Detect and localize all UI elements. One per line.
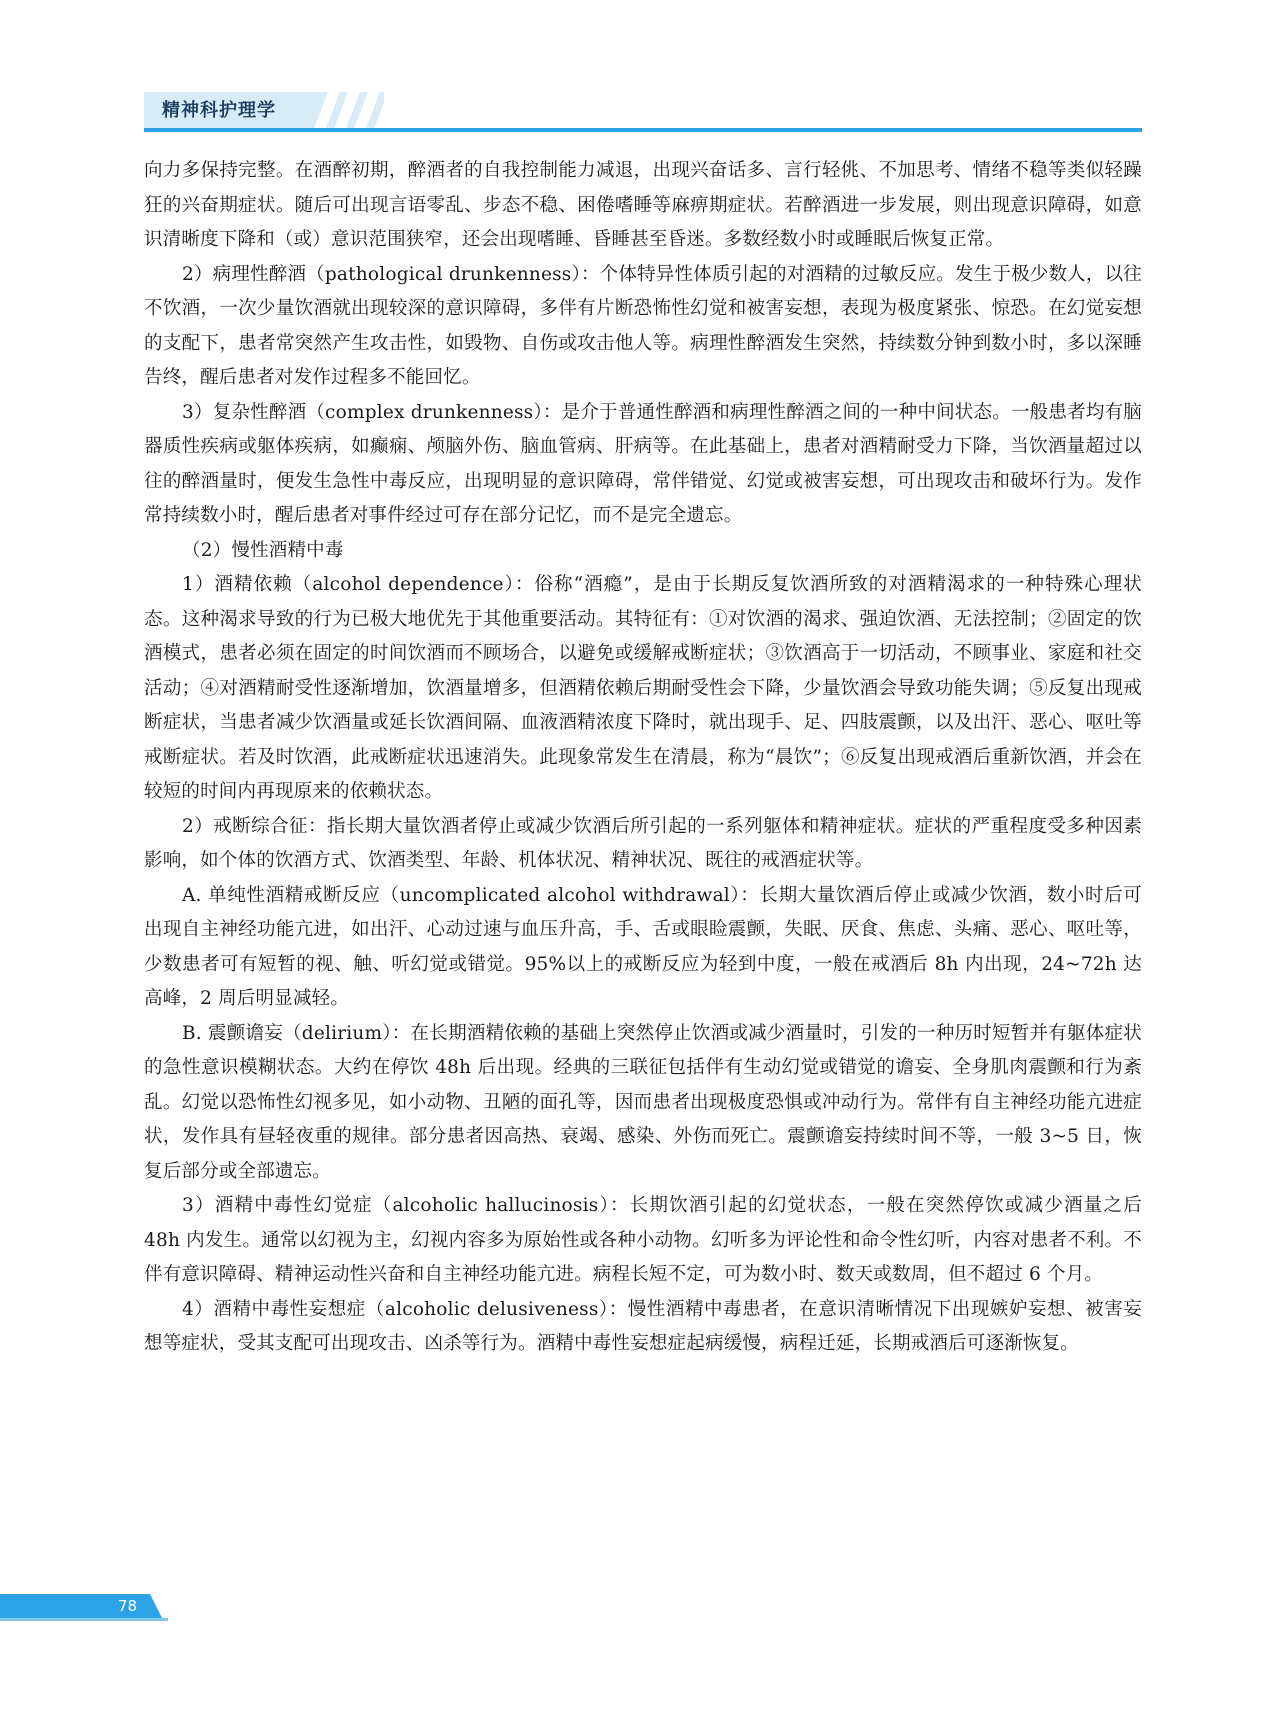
page-body: [144, 154, 1142, 1362]
paragraph-uncomplicated-withdrawal: A. 单纯性酒精戒断反应（uncomplicated alcohol withdrawal）：长期大量饮酒后停止或减少饮酒，数小时后可出现自主神经功能亢进，如出汗、心动过速与血压升高，手、舌或眼睑震颤，失眠、厌食、焦虑、头痛、恶心、呕吐等，少数患者可有短暂的视、触、听幻觉或错觉。95%以上的戒断反应为轻到中度，一般在戒酒后 8h 内出现，24~72h 达高峰，2 周后明显减轻。: [144, 884, 1142, 1009]
book-title: 精神科护理学: [162, 100, 276, 121]
paragraph-alcoholic-hallucinosis: 3）酒精中毒性幻觉症（alcoholic hallucinosis）：长期饮酒引起的幻觉状态，一般在突然停饮或减少酒量之后 48h 内发生。通常以幻视为主，幻视内容多为原始性或各种小动物。幻听多为评论性和命令性幻听，内容对患者不利。不伴有意识障碍、精神运动性兴奋和自主神经功能亢进。病程长短不定，可为数小时、数天或数周，但不超过 6 个月。: [144, 1195, 1142, 1285]
paragraph-delirium: B. 震颤谵妄（delirium）：在长期酒精依赖的基础上突然停止饮酒或减少酒量时，引发的一种历时短暂并有躯体症状的急性意识模糊状态。大约在停饮 48h 后出现。经典的三联征包括伴有生动幻觉或错觉的谵妄、全身肌肉震颤和行为紊乱。幻觉以恐怖性幻视多见，如小动物、丑陋的面孔等，因而患者出现极度恐惧或冲动行为。常伴有自主神经功能亢进症状，发作具有昼轻夜重的规律。部分患者因高热、衰竭、感染、外伤而死亡。震颤谵妄持续时间不等，一般 3~5 日，恢复后部分或全部遗忘。: [144, 1022, 1142, 1182]
paragraph-alcohol-dependence: 1）酒精依赖（alcohol dependence）：俗称“酒瘾”，是由于长期反复饮酒所致的对酒精渴求的一种特殊心理状态。这种渴求导致的行为已极大地优先于其他重要活动。其特征有：①对饮酒的渴求、强迫饮酒、无法控制；②固定的饮酒模式，患者必须在固定的时间饮酒而不顾场合，以避免或缓解戒断症状；③饮酒高于一切活动，不顾事业、家庭和社交活动；④对酒精耐受性逐渐增加，饮酒量增多，但酒精依赖后期耐受性会下降，少量饮酒会导致功能失调；⑤反复出现戒断症状，当患者减少饮酒量或延长饮酒间隔、血液酒精浓度下降时，就出现手、足、四肢震颤，以及出汗、恶心、呕吐等戒断症状。若及时饮酒，此戒断症状迅速消失。此现象常发生在清晨，称为“晨饮”；⑥反复出现戒酒后重新饮酒，并会在较短的时间内再现原来的依赖状态。: [144, 574, 1142, 802]
page-footer: [0, 1590, 180, 1624]
running-header: [144, 92, 1142, 136]
page-number: 78: [118, 1597, 138, 1615]
section-heading-chronic-alcohol-poisoning: （2）慢性酒精中毒: [182, 539, 344, 561]
paragraph-continuation: 向力多保持完整。在酒醉初期，醉酒者的自我控制能力减退，出现兴奋话多、言行轻佻、不加思考、情绪不稳等类似轻躁狂的兴奋期症状。随后可出现言语零乱、步态不稳、困倦嗜睡等麻痹期症状。若醉酒进一步发展，则出现意识障碍，如意识清晰度下降和（或）意识范围狭窄，还会出现嗜睡、昏睡甚至昏迷。多数经数小时或睡眠后恢复正常。: [144, 160, 1142, 250]
footer-rule: [0, 1618, 168, 1621]
header-stripes-decoration: [294, 92, 384, 128]
paragraph-withdrawal-syndrome: 2）戒断综合征：指长期大量饮酒者停止或减少饮酒后所引起的一系列躯体和精神症状。症状的严重程度受多种因素影响，如个体的饮酒方式、饮酒类型、年龄、机体状况、精神状况、既往的戒酒症状等。: [144, 815, 1142, 871]
page-number-tab: [0, 1594, 162, 1618]
paragraph-complex-drunkenness: 3）复杂性醉酒（complex drunkenness）：是介于普通性醉酒和病理性醉酒之间的一种中间状态。一般患者均有脑器质性疾病或躯体疾病，如癫痫、颅脑外伤、脑血管病、肝病等。在此基础上，患者对酒精耐受力下降，当饮酒量超过以往的醉酒量时，便发生急性中毒反应，出现明显的意识障碍，常伴错觉、幻觉或被害妄想，可出现攻击和破坏行为。发作常持续数小时，醒后患者对事件经过可存在部分记忆，而不是完全遗忘。: [144, 401, 1142, 526]
header-rule: [144, 128, 1142, 132]
paragraph-pathological-drunkenness: 2）病理性醉酒（pathological drunkenness）：个体特异性体质引起的对酒精的过敏反应。发生于极少数人，以往不饮酒，一次少量饮酒就出现较深的意识障碍，多伴有片断恐怖性幻觉和被害妄想，表现为极度紧张、惊恐。在幻觉妄想的支配下，患者常突然产生攻击性，如毁物、自伤或攻击他人等。病理性醉酒发生突然，持续数分钟到数小时，多以深睡告终，醒后患者对发作过程多不能回忆。: [144, 263, 1142, 388]
paragraph-alcoholic-delusiveness: 4）酒精中毒性妄想症（alcoholic delusiveness）：慢性酒精中毒患者，在意识清晰情况下出现嫉妒妄想、被害妄想等症状，受其支配可出现攻击、凶杀等行为。酒精中毒性妄想症起病缓慢，病程迁延，长期戒酒后可逐渐恢复。: [144, 1298, 1142, 1354]
